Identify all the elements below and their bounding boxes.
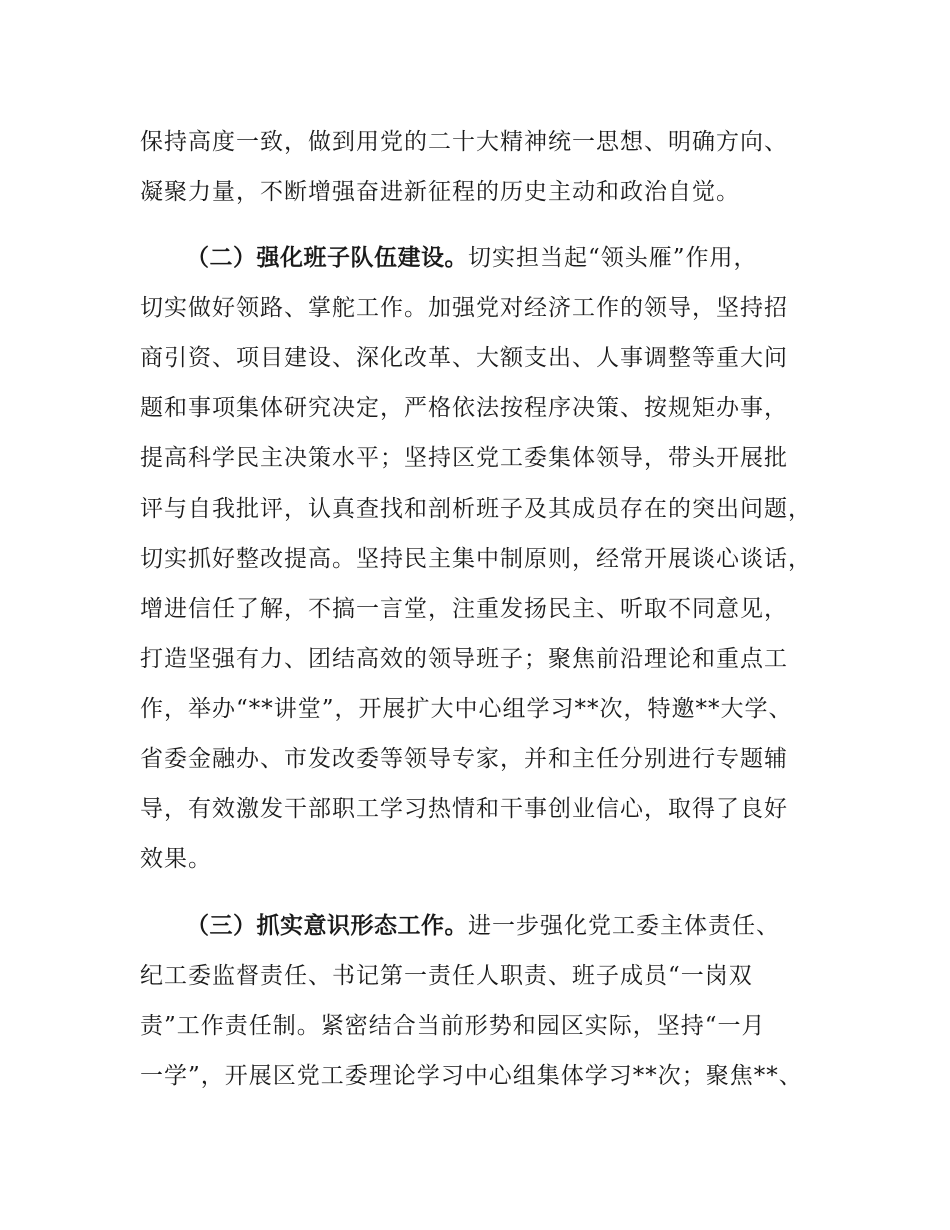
paragraph-line: 责”工作责任制。紧密结合当前形势和园区实际，坚持“一月	[140, 1013, 766, 1039]
paragraph-line: 提高科学民主决策水平；坚持区党工委集体领导，带头开展批	[140, 445, 788, 471]
paragraph-line: 作，举办“**讲堂”，开展扩大中心组学习**次，特邀**大学、	[140, 696, 793, 722]
paragraph-line: 题和事项集体研究决定，严格依法按程序决策、按规矩办事，	[140, 395, 788, 421]
paragraph-line: 商引资、项目建设、深化改革、大额支出、人事调整等重大问	[140, 345, 788, 371]
paragraph-line: 打造坚强有力、团结高效的领导班子；聚焦前沿理论和重点工	[140, 646, 788, 672]
paragraph-line: 保持高度一致，做到用党的二十大精神统一思想、明确方向、	[140, 129, 788, 155]
section-2-heading: （二）强化班子队伍建设。	[186, 245, 468, 271]
section-3-first-line	[186, 906, 876, 946]
paragraph-line: 凝聚力量，不断增强奋进新征程的历史主动和政治自觉。	[140, 179, 740, 205]
paragraph-line: 切实抓好整改提高。坚持民主集中制原则，经常开展谈心谈话，	[140, 546, 812, 572]
section-2-first-line	[186, 238, 876, 278]
section-3-first-line-text: 进一步强化党工委主体责任、	[468, 913, 780, 939]
paragraph-line: 导，有效激发干部职工学习热情和干事创业信心，取得了良好	[140, 796, 788, 822]
paragraph-line: 增进信任了解，不搞一言堂，注重发扬民主、听取不同意见，	[140, 596, 788, 622]
paragraph-line: 切实做好领路、掌舵工作。加强党对经济工作的领导，坚持招	[140, 295, 788, 321]
paragraph-line: 省委金融办、市发改委等领导专家，并和主任分别进行专题辅	[140, 746, 788, 772]
paragraph-line: 一学”，开展区党工委理论学习中心组集体学习**次；聚焦**、	[140, 1063, 803, 1089]
section-2-first-line-text: 切实担当起“领头雁”作用，	[468, 245, 758, 271]
paragraph-line: 效果。	[140, 846, 212, 872]
section-3-heading: （三）抓实意识形态工作。	[186, 913, 468, 939]
paragraph-line: 评与自我批评，认真查找和剖析班子及其成员存在的突出问题，	[140, 496, 812, 522]
paragraph-line: 纪工委监督责任、书记第一责任人职责、班子成员“一岗双	[140, 963, 753, 989]
